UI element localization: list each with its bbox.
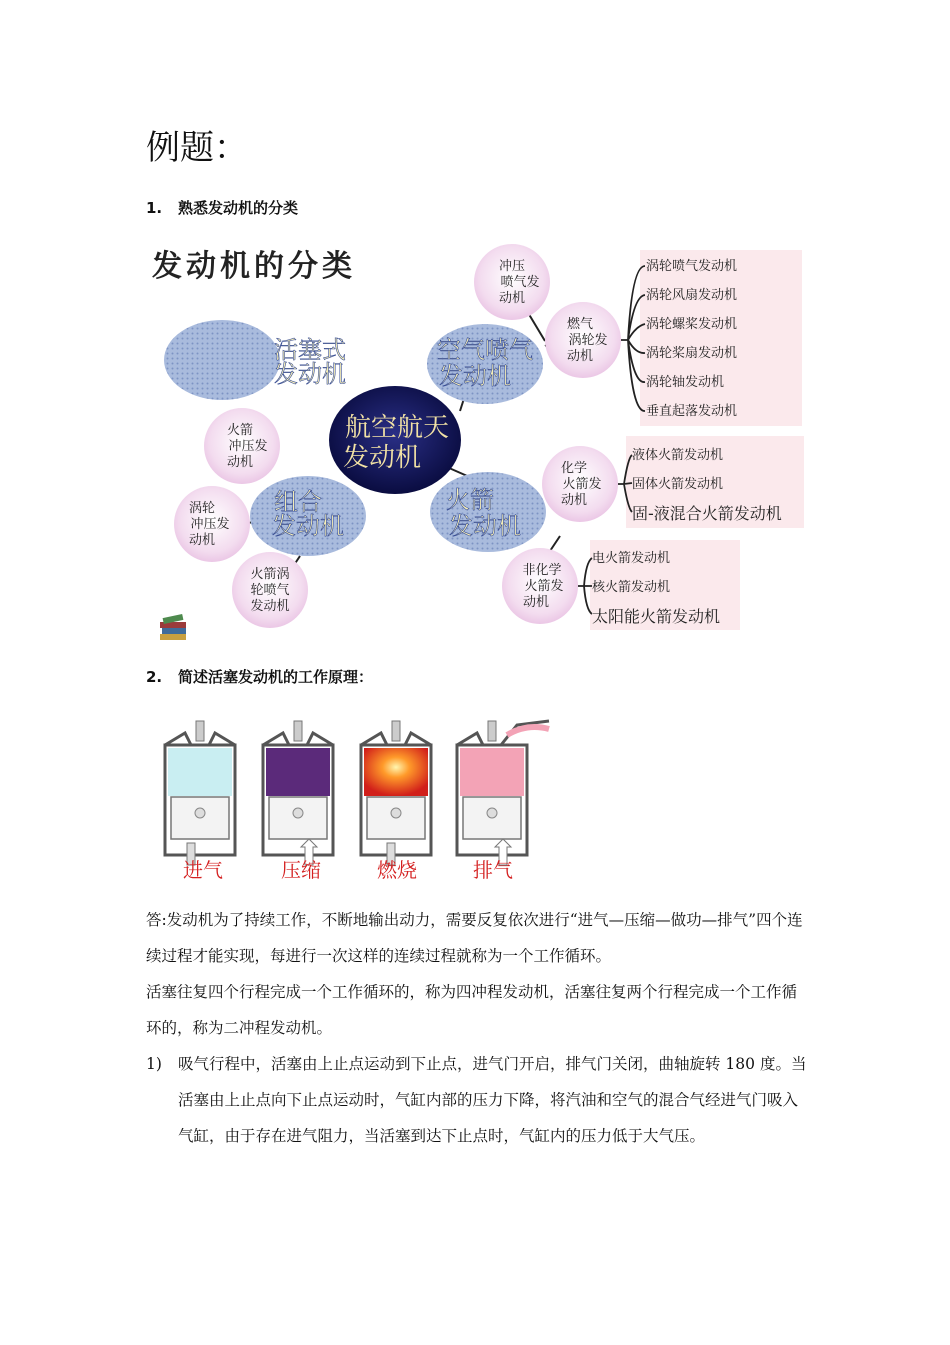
stroke-label-compression: 压缩 <box>281 858 321 882</box>
sub-nonchem-line2: 火箭发 <box>524 579 564 594</box>
sub-rocket-turbo-line2: 轮喷气 <box>250 583 290 598</box>
books-icon <box>160 614 186 640</box>
chem-list-item: 液体火箭发动机 <box>632 448 724 463</box>
sub-nonchem-line1: 非化学 <box>522 563 562 578</box>
nonchem-list-item: 电火箭发动机 <box>592 551 671 566</box>
hub-rocket-line1: 火箭 <box>446 486 494 514</box>
nonchem-list-item: 核火箭发动机 <box>592 580 671 595</box>
page-heading: 例题： <box>146 128 248 168</box>
hub-piston-line2: 发动机 <box>274 360 346 388</box>
hub-air-line1: 空气喷气 <box>437 336 533 364</box>
turbine-list-item: 涡轮风扇发动机 <box>646 288 738 303</box>
question-2-text: 简述活塞发动机的工作原理： <box>178 668 374 686</box>
chem-list-item: 固-液混合火箭发动机 <box>632 504 782 523</box>
answer-paragraph-2: 活塞往复四个行程完成一个工作循环的，称为四冲程发动机，活塞往复两个行程完成一个工作循环的，称为二冲程发动机。 <box>146 983 798 1037</box>
engine-classification-diagram <box>140 236 810 651</box>
sub-ram-line2: 喷气发 <box>500 275 540 290</box>
four-stroke-cycle-figure <box>145 705 565 885</box>
stroke-compression-cylinder <box>263 721 333 865</box>
stroke-label-exhaust: 排气 <box>473 858 513 882</box>
turbine-list-item: 涡轮螺桨发动机 <box>646 317 738 332</box>
sub-nonchem-line3: 动机 <box>522 595 550 610</box>
question-2 <box>146 666 373 687</box>
question-1-number: 1. <box>146 199 163 217</box>
sub-rocket-turbo-line1: 火箭涡 <box>250 567 290 582</box>
sub-chem-line2: 火箭发 <box>562 477 602 492</box>
center-label-line1: 航空航天 <box>344 413 450 443</box>
sub-ram-line1: 冲压 <box>498 259 526 274</box>
nonchem-list-item: 太阳能火箭发动机 <box>592 607 721 626</box>
stroke-intake-cylinder <box>165 721 235 865</box>
stroke-exhaust-cylinder <box>457 721 549 865</box>
answer-paragraph-1: 答:发动机为了持续工作，不断地输出动力，需要反复依次进行“进气—压缩—做功—排气”四个连续过程才能实现，每进行一次这样的连续过程就称为一个工作循环。 <box>146 911 803 965</box>
question-1 <box>146 197 298 218</box>
sub-turbo-ram-line3: 动机 <box>188 533 216 548</box>
hub-piston-line1: 活塞式 <box>274 336 346 364</box>
sub-rocket-ram-line3: 动机 <box>226 455 254 470</box>
hub-air-line2: 发动机 <box>439 362 511 390</box>
sub-rocket-turbo-line3: 发动机 <box>250 599 290 614</box>
diagram-title: 发动机的分类 <box>152 249 356 284</box>
sub-chem-line3: 动机 <box>560 493 588 508</box>
sub-gas-line1: 燃气 <box>566 317 594 332</box>
hub-rocket-line2: 发动机 <box>449 512 521 540</box>
turbine-list-item: 垂直起落发动机 <box>646 404 738 419</box>
center-label-line2: 发动机 <box>342 443 422 473</box>
sub-chem-line1: 化学 <box>560 461 588 476</box>
turbine-list-item: 涡轮喷气发动机 <box>646 259 738 274</box>
turbine-list-item: 涡轮轴发动机 <box>646 375 725 390</box>
turbine-list-item: 涡轮桨扇发动机 <box>646 346 738 361</box>
sub-turbo-ram-line1: 涡轮 <box>188 501 216 516</box>
list-item-1 <box>146 1046 808 1154</box>
question-1-text: 熟悉发动机的分类 <box>178 199 299 217</box>
sub-rocket-ram-line1: 火箭 <box>226 423 254 438</box>
hub-combo-line1: 组合 <box>274 488 322 516</box>
question-2-number: 2. <box>146 668 163 686</box>
stroke-label-intake: 进气 <box>183 858 223 882</box>
sub-turbo-ram-line2: 冲压发 <box>190 517 230 532</box>
stroke-combustion-cylinder <box>361 721 431 865</box>
list-item-1-text: 吸气行程中，活塞由上止点运动到下止点，进气门开启，排气门关闭，曲轴旋转 180 度。当活塞由上止点向下止点运动时，气缸内部的压力下降，将汽油和空气的混合气经进气门吸入气缸，由于存在进气阻力，当活塞到达下止点时，气缸内的压力低于大气压。 <box>178 1055 807 1145</box>
sub-gas-line2: 涡轮发 <box>568 333 608 348</box>
sub-gas-line3: 动机 <box>566 349 594 364</box>
sub-rocket-ram-line2: 冲压发 <box>228 439 268 454</box>
sub-ram-line3: 动机 <box>498 291 526 306</box>
hub-combo-line2: 发动机 <box>272 512 344 540</box>
chem-list-item: 固体火箭发动机 <box>632 477 724 492</box>
stroke-label-combustion: 燃烧 <box>377 858 417 882</box>
list-item-1-marker: 1) <box>146 1055 162 1073</box>
